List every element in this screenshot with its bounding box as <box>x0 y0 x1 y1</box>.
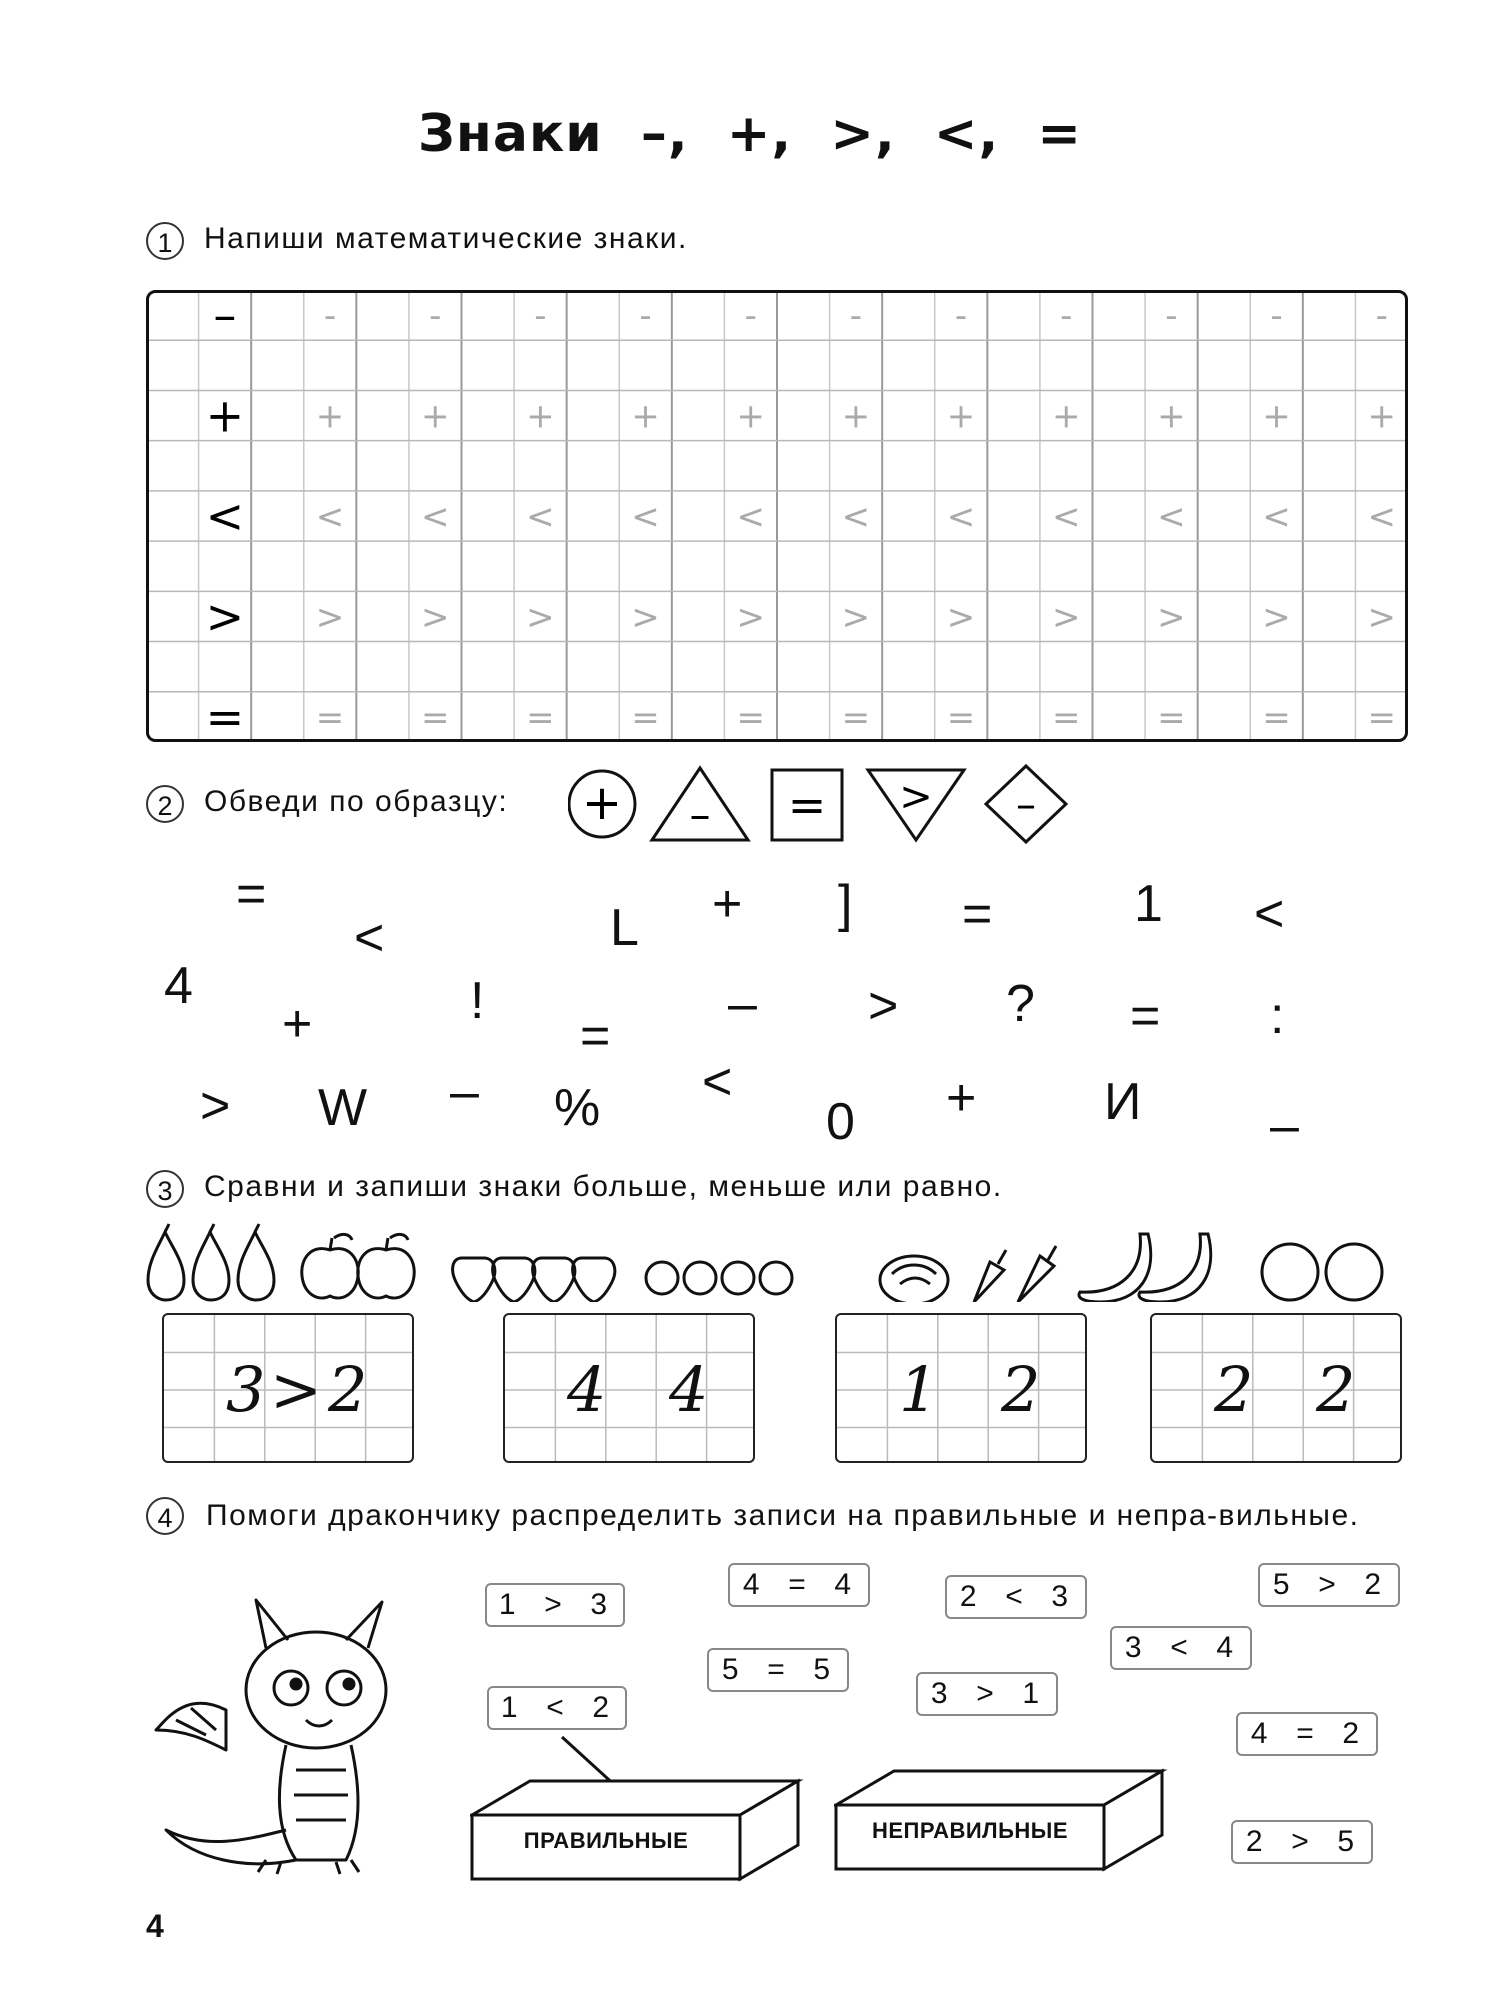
grid-trace-sign[interactable]: + <box>631 396 660 437</box>
task-1-text: Напиши математические знаки. <box>204 222 688 255</box>
grid-trace-sign[interactable]: > <box>1367 597 1396 638</box>
grid-trace-sign[interactable]: - <box>429 296 442 337</box>
task-4-text: Помоги дракончику распределить записи на правильные и непра-вильные. <box>206 1499 1360 1532</box>
equation-card[interactable]: 4 = 4 <box>728 1563 870 1607</box>
comparison-value: 3 <box>226 1353 266 1426</box>
task-1-number: 1 <box>146 222 184 260</box>
grid-trace-sign[interactable]: + <box>1157 396 1186 437</box>
scatter-symbol[interactable]: > <box>868 977 899 1035</box>
scatter-symbol[interactable]: < <box>702 1053 733 1111</box>
grid-trace-sign[interactable]: = <box>631 697 660 738</box>
grid-trace-sign[interactable]: + <box>1051 396 1081 437</box>
grid-trace-sign[interactable]: = <box>1367 697 1396 738</box>
cabbage-icon <box>880 1256 948 1302</box>
comparison-box[interactable] <box>162 1313 414 1463</box>
scatter-symbol[interactable]: – <box>450 1063 479 1121</box>
grid-trace-sign[interactable]: + <box>420 396 450 437</box>
comparison-value: 4 <box>567 1353 607 1426</box>
correct-bin-label: ПРАВИЛЬНЫЕ <box>523 1828 689 1853</box>
grid-trace-sign[interactable]: > <box>420 597 450 638</box>
grid-trace-sign[interactable]: - <box>1375 296 1388 337</box>
scatter-symbol[interactable]: = <box>580 1007 611 1065</box>
grid-sample-sign: < <box>205 489 245 543</box>
scatter-symbol[interactable]: = <box>236 865 267 923</box>
diamond-minus-example <box>986 766 1066 842</box>
page-number: 4 <box>146 1908 164 1944</box>
grid-sample-sign: + <box>205 388 245 443</box>
triangle-minus-example <box>652 768 748 840</box>
comparison-value: 2 <box>1316 1353 1356 1426</box>
grid-trace-sign[interactable]: - <box>534 296 547 337</box>
scatter-symbol[interactable]: – <box>728 975 757 1033</box>
grid-trace-sign[interactable]: - <box>639 296 652 337</box>
grid-trace-sign[interactable]: < <box>1051 497 1081 537</box>
grid-trace-sign[interactable]: + <box>1262 396 1291 437</box>
diamond-minus-sign: – <box>1016 782 1036 828</box>
grid-trace-sign[interactable]: - <box>1165 296 1178 337</box>
task-3-number: 3 <box>146 1170 184 1208</box>
comparison-box[interactable] <box>835 1313 1087 1463</box>
comparison-box[interactable] <box>1150 1313 1402 1463</box>
scatter-symbol[interactable]: 1 <box>1134 875 1163 933</box>
comparison-value: 2 <box>328 1353 368 1426</box>
grid-trace-sign[interactable]: = <box>946 697 976 738</box>
square-equals-example <box>772 770 842 840</box>
grid-trace-sign[interactable]: < <box>1262 497 1291 537</box>
equation-card[interactable]: 5 = 5 <box>707 1648 849 1692</box>
grid-trace-sign[interactable]: + <box>946 396 976 437</box>
equation-card[interactable]: 1 < 2 <box>487 1686 627 1730</box>
grid-sample-sign: – <box>213 290 237 343</box>
scatter-symbol[interactable]: ! <box>470 972 485 1030</box>
comparison-box-grid <box>837 1315 1087 1463</box>
scatter-symbol[interactable]: ? <box>1006 975 1035 1033</box>
grid-trace-sign[interactable]: = <box>1051 697 1081 738</box>
grid-trace-sign[interactable]: = <box>420 697 450 738</box>
grid-trace-sign[interactable]: < <box>420 497 450 537</box>
scatter-symbol[interactable]: = <box>962 885 993 943</box>
grid-sample-sign: = <box>205 689 245 742</box>
grid-trace-sign[interactable]: - <box>1270 296 1283 337</box>
grid-trace-sign[interactable]: = <box>736 697 765 738</box>
grid-trace-sign[interactable]: > <box>946 597 976 638</box>
fruit-pictures <box>140 1222 1410 1302</box>
equation-card[interactable]: 5 > 2 <box>1258 1563 1400 1607</box>
grid-trace-sign[interactable]: = <box>315 697 345 738</box>
grid-trace-sign[interactable]: - <box>954 296 968 337</box>
comparison-value: > <box>270 1353 322 1426</box>
square-equals-sign: = <box>787 778 827 832</box>
comparison-value: 4 <box>669 1353 709 1426</box>
grid-trace-sign[interactable]: < <box>631 497 660 537</box>
apple-icon <box>302 1234 414 1298</box>
grid-trace-sign[interactable]: > <box>1157 597 1186 638</box>
scatter-symbol[interactable]: + <box>712 875 743 933</box>
pear-icon <box>148 1224 274 1300</box>
comparison-value: 1 <box>899 1353 939 1426</box>
grid-trace-sign[interactable]: - <box>744 296 757 337</box>
scatter-symbol[interactable]: – <box>1270 1097 1299 1155</box>
comparison-box-grid <box>1152 1315 1402 1463</box>
grid-trace-sign[interactable]: < <box>841 497 871 537</box>
scatter-symbol[interactable]: + <box>282 995 313 1053</box>
task-4-number: 4 <box>146 1497 184 1535</box>
comparison-value: 2 <box>1001 1353 1041 1426</box>
grid-trace-sign[interactable]: < <box>736 497 765 537</box>
grid-trace-sign[interactable]: = <box>526 697 555 738</box>
grid-trace-sign[interactable]: > <box>841 597 871 638</box>
scatter-symbol[interactable]: И <box>1104 1073 1142 1131</box>
circle-plus-example <box>569 771 635 837</box>
grid-trace-sign[interactable]: = <box>841 697 871 738</box>
scatter-symbol[interactable]: L <box>610 899 639 957</box>
equation-card[interactable]: 3 > 1 <box>916 1672 1058 1716</box>
grid-trace-sign[interactable]: + <box>315 396 345 437</box>
comparison-box-grid <box>505 1315 755 1463</box>
grid-trace-sign[interactable]: + <box>736 396 765 437</box>
equation-card[interactable]: 2 > 5 <box>1231 1820 1373 1864</box>
circle-plus-sign: + <box>581 775 623 831</box>
raspberry-icon <box>646 1262 792 1294</box>
grid-trace-sign[interactable]: > <box>631 597 660 638</box>
grid-trace-sign[interactable]: < <box>1367 497 1396 537</box>
scatter-symbol[interactable]: > <box>200 1077 231 1135</box>
grid-trace-sign[interactable]: > <box>1051 597 1081 638</box>
symbol-writing-grid[interactable] <box>146 290 1408 742</box>
grid-trace-sign[interactable]: < <box>526 497 555 537</box>
grid-svg <box>146 290 1408 742</box>
scatter-symbol[interactable]: 4 <box>164 957 193 1015</box>
task-2-text: Обведи по образцу: <box>204 785 509 818</box>
carrot-icon <box>974 1246 1056 1302</box>
scatter-symbol[interactable]: + <box>946 1069 977 1127</box>
grid-trace-sign[interactable]: + <box>841 396 871 437</box>
orange-icon <box>1262 1244 1382 1300</box>
equation-card[interactable]: 1 > 3 <box>485 1583 625 1627</box>
equation-card[interactable]: 3 < 4 <box>1110 1626 1252 1670</box>
scatter-symbol[interactable]: < <box>1254 885 1285 943</box>
scatter-symbol[interactable]: % <box>554 1079 601 1137</box>
task-2-number: 2 <box>146 785 184 823</box>
grid-trace-sign[interactable]: > <box>736 597 765 638</box>
grid-trace-sign[interactable]: > <box>526 597 555 638</box>
dragon-illustration <box>146 1580 446 1880</box>
scatter-symbol[interactable]: ] <box>838 875 853 933</box>
grid-trace-sign[interactable]: < <box>946 497 976 537</box>
comparison-box[interactable] <box>503 1313 755 1463</box>
scatter-symbol[interactable]: < <box>354 909 385 967</box>
triangle-greater-example <box>868 770 964 840</box>
comparison-value: 2 <box>1214 1353 1254 1426</box>
page-title: Знаки –, +, >, <, = <box>417 104 1083 164</box>
grid-trace-sign[interactable]: > <box>315 597 345 638</box>
grid-trace-sign[interactable]: - <box>1060 296 1073 337</box>
triangle-greater-sign: > <box>899 774 933 820</box>
grid-trace-sign[interactable]: + <box>1367 396 1396 437</box>
example-shapes <box>568 762 1068 852</box>
grid-trace-sign[interactable]: < <box>315 497 345 537</box>
grid-trace-sign[interactable]: + <box>526 396 555 437</box>
grid-trace-sign[interactable]: = <box>1157 697 1186 738</box>
scatter-symbol[interactable]: W <box>318 1079 368 1137</box>
incorrect-bin-label: НЕПРАВИЛЬНЫЕ <box>871 1818 1069 1843</box>
equation-card[interactable]: 2 < 3 <box>945 1575 1087 1619</box>
grid-sample-sign: > <box>205 589 245 644</box>
grid-trace-sign[interactable]: - <box>849 296 863 337</box>
equation-card[interactable]: 4 = 2 <box>1236 1712 1378 1756</box>
banana-icon <box>1079 1234 1211 1302</box>
grid-trace-sign[interactable]: > <box>1262 597 1291 638</box>
scatter-symbol[interactable]: : <box>1270 987 1285 1045</box>
scatter-symbol[interactable]: = <box>1130 987 1161 1045</box>
strawberry-icon <box>453 1258 615 1302</box>
grid-trace-sign[interactable]: = <box>1262 697 1291 738</box>
task-3-text: Сравни и запиши знаки больше, меньше или равно. <box>204 1170 1003 1203</box>
triangle-minus-sign: – <box>689 790 711 839</box>
grid-trace-sign[interactable]: - <box>323 296 337 337</box>
scatter-symbol[interactable]: 0 <box>826 1093 855 1151</box>
grid-trace-sign[interactable]: < <box>1157 497 1186 537</box>
